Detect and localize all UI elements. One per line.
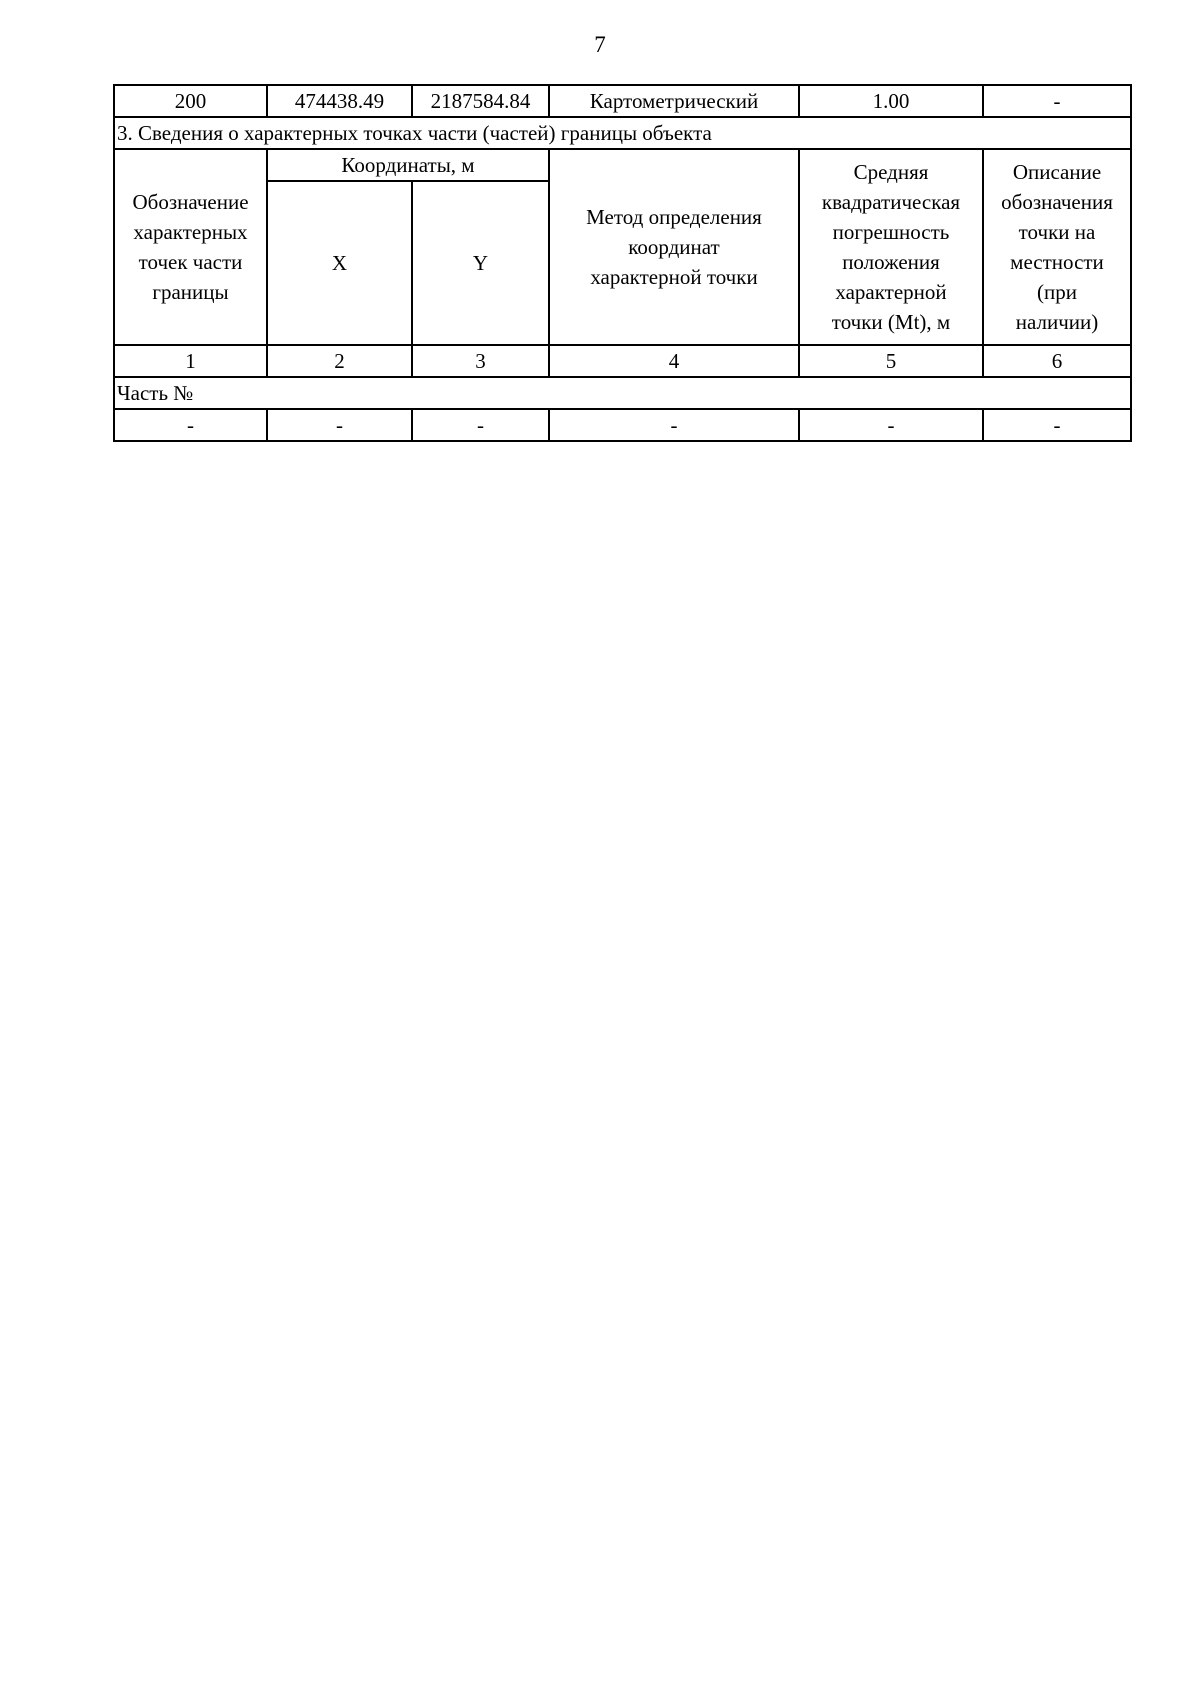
header-error: Средняя квадратическая погрешность положения характерной точки (Mt), м [799, 149, 983, 345]
column-number: 3 [412, 345, 549, 377]
table-cell: - [799, 409, 983, 441]
column-numbers-row [114, 345, 1131, 377]
column-number: 1 [114, 345, 267, 377]
table-cell: - [114, 409, 267, 441]
part-label-row [114, 377, 1131, 409]
table-cell: - [983, 409, 1131, 441]
table-cell: 1.00 [799, 85, 983, 117]
table-cell: 474438.49 [267, 85, 412, 117]
table-cell: 2187584.84 [412, 85, 549, 117]
header-x: X [267, 181, 412, 345]
header-coordinates: Координаты, м [267, 149, 549, 181]
column-number: 2 [267, 345, 412, 377]
table-row [114, 409, 1131, 441]
table-cell: - [983, 85, 1131, 117]
part-label: Часть № [114, 377, 1131, 409]
header-point-designation: Обозначение характерных точек части границы [114, 149, 267, 345]
table-cell: - [412, 409, 549, 441]
header-method: Метод определения координат характерной точки [549, 149, 799, 345]
table-cell: - [549, 409, 799, 441]
column-number: 6 [983, 345, 1131, 377]
table-row [114, 85, 1131, 117]
header-description: Описание обозначения точки на местности (при наличии) [983, 149, 1131, 345]
table-cell: Картометрический [549, 85, 799, 117]
section-title: 3. Сведения о характерных точках части (частей) границы объекта [114, 117, 1131, 149]
header-y: Y [412, 181, 549, 345]
column-number: 5 [799, 345, 983, 377]
column-number: 4 [549, 345, 799, 377]
header-row [114, 149, 1131, 181]
section-title-row [114, 117, 1131, 149]
boundary-points-table [113, 84, 1132, 442]
page-number: 7 [594, 32, 606, 57]
table-cell: 200 [114, 85, 267, 117]
table-cell: - [267, 409, 412, 441]
